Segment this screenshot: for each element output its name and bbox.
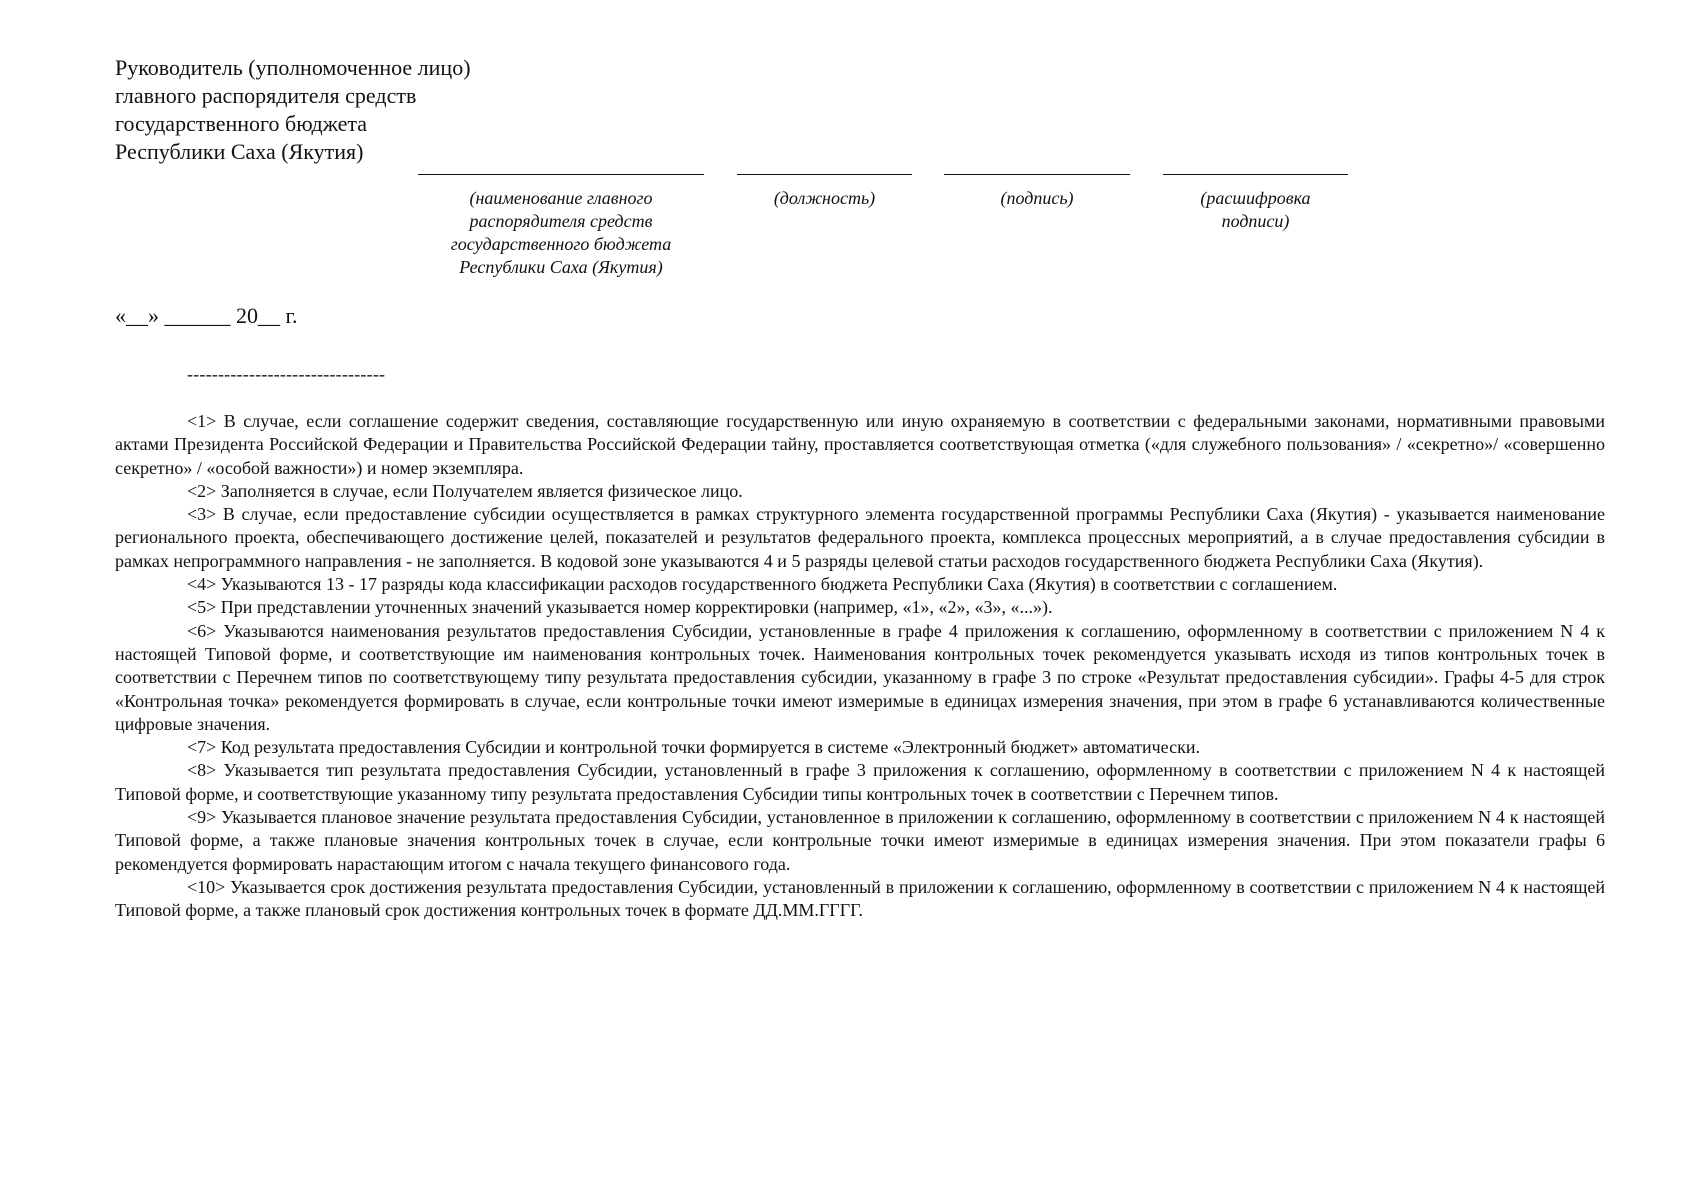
caption-line: подписи) <box>1221 211 1290 231</box>
heading-line: Республики Саха (Якутия) <box>115 139 364 164</box>
footnote: <2> Заполняется в случае, если Получателем является физическое лицо. <box>187 480 743 501</box>
footnote-separator: -------------------------------- <box>187 364 386 384</box>
caption-organization <box>418 187 704 279</box>
footnote: <10> Указывается срок достижения результата предоставления Субсидии, установленный в приложении к соглашению, оформленному в соответствии с приложением N 4 к настоящей Типовой форме, а также плановый срок достижения контрольных точек в формате ДД.ММ.ГГГГ. <box>115 876 1605 921</box>
signatory-heading <box>115 54 471 166</box>
caption-position <box>737 187 912 210</box>
footnote: <8> Указывается тип результата предоставления Субсидии, установленный в графе 3 приложения к соглашению, оформленному в соответствии с приложением N 4 к настоящей Типовой форме, и соответствующие указанному типу результата предоставления Субсидии типы контрольных точек в соответствии с Перечнем типов. <box>115 760 1605 804</box>
heading-line: главного распорядителя средств <box>115 83 417 108</box>
caption-signature <box>944 187 1130 210</box>
heading-line: Руководитель (уполномоченное лицо) <box>115 55 471 80</box>
caption-line: Республики Саха (Якутия) <box>459 257 663 277</box>
signature-blank-transcript <box>1163 174 1348 175</box>
caption-line: распорядителя средств <box>469 211 653 231</box>
caption-line: (наименование главного <box>469 188 653 208</box>
caption-transcript <box>1163 187 1348 233</box>
caption-line: государственного бюджета <box>450 234 672 254</box>
footnotes <box>115 410 1605 923</box>
signature-blank-organization <box>418 174 704 175</box>
signature-blank-signature <box>944 174 1130 175</box>
signature-blank-position <box>737 174 912 175</box>
caption-line: (должность) <box>773 188 876 208</box>
footnote: <6> Указываются наименования результатов предоставления Субсидии, установленные в графе 4 приложения к соглашению, оформленному в соответствии с приложением N 4 к настоящей Типовой форме, и соответствующие им наименования контрольных точек. Наименования контрольных точек рекомендуется указывать исходя из типов контрольных точек в соответствии с Перечнем типов по соответствующему типу результата предоставления субсидии, указанному в графе 3 по строке «Результат предоставления субсидии». Графы 4-5 для строк «Контрольная точка» рекомендуется формировать в случае, если контрольные точки имеют измеримые в единицах измерения значения, при этом в графе 6 устанавливаются количественные цифровые значения. <box>115 620 1605 734</box>
footnote: <4> Указываются 13 - 17 разряды кода классификации расходов государственного бюджета Республики Саха (Якутия) в соответствии с соглашением. <box>187 574 1338 595</box>
date-line: «__» ______ 20__ г. <box>115 303 298 328</box>
heading-line: государственного бюджета <box>115 111 368 136</box>
caption-line: (подпись) <box>1000 188 1074 208</box>
footnote: <1> В случае, если соглашение содержит сведения, составляющие государственную или иную охраняемую в соответствии с федеральными законами, нормативными правовыми актами Президента Российской Федерации и Правительства Российской Федерации тайну, проставляется соответствующая отметка («для служебного пользования» / «секретно»/ «совершенно секретно» / «особой важности») и номер экземпляра. <box>115 411 1605 478</box>
footnote: <3> В случае, если предоставление субсидии осуществляется в рамках структурного элемента государственной программы Республики Саха (Якутия) - указывается наименование регионального проекта, обеспечивающего достижение целей, показателей и результатов федерального проекта, комплекса процессных мероприятий, а в случае предоставления субсидии в рамках непрограммного направления - не заполняется. В кодовой зоне указываются 4 и 5 разряды целевой статьи расходов государственного бюджета Республики Саха (Якутия). <box>115 504 1605 571</box>
caption-line: (расшифровка <box>1200 188 1311 208</box>
footnote: <5> При представлении уточненных значений указывается номер корректировки (например, «1», «2», «3», «...»). <box>187 597 1053 618</box>
footnote: <7> Код результата предоставления Субсидии и контрольной точки формируется в системе «Электронный бюджет» автоматически. <box>187 737 1200 758</box>
footnote: <9> Указывается плановое значение результата предоставления Субсидии, установленное в приложении к соглашению, оформленному в соответствии с приложением N 4 к настоящей Типовой форме, а также плановые значения контрольных точек в случае, если контрольные точки имеют измеримые в единицах измерения значения. При этом показатели графы 6 рекомендуется формировать нарастающим итогом с начала текущего финансового года. <box>115 807 1605 874</box>
